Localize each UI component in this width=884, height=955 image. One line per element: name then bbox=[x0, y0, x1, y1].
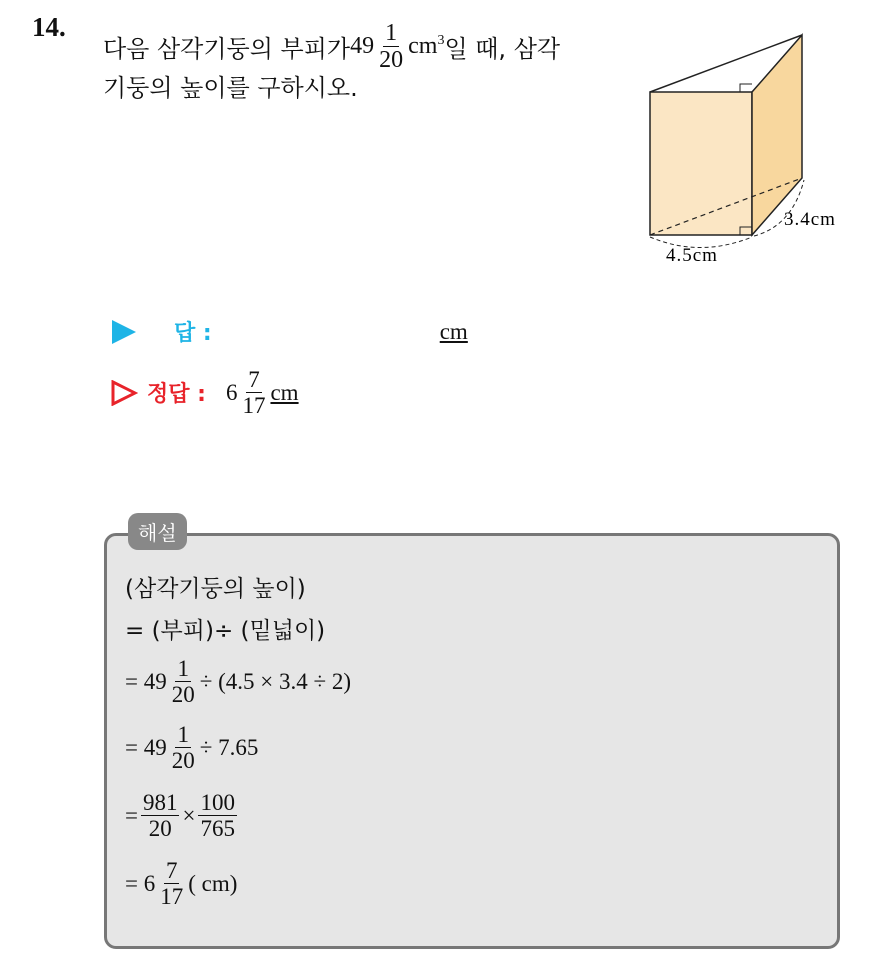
solution-line-3-pre: = 49 bbox=[125, 668, 167, 694]
volume-fraction bbox=[377, 20, 405, 74]
volume-whole: 49 bbox=[350, 33, 375, 60]
prism-diagram bbox=[640, 30, 870, 270]
solution-line-6 bbox=[125, 858, 237, 910]
solution-line-5-pre: = bbox=[125, 802, 138, 828]
solution-line-5-denominator-1: 20 bbox=[148, 816, 172, 842]
correct-answer-unit: cm bbox=[270, 379, 299, 405]
question-number: 14. bbox=[32, 12, 66, 42]
solution-line-5-operator: × bbox=[182, 802, 196, 828]
question-text-start: 다음 삼각기둥의 부피가 bbox=[103, 35, 351, 64]
solution-line-5-fraction-1 bbox=[141, 790, 180, 842]
solution-tag: 해설 bbox=[128, 513, 187, 550]
solution-line-1 bbox=[125, 570, 306, 603]
play-triangle-icon bbox=[110, 319, 138, 345]
solution-line-5-denominator-2: 765 bbox=[200, 816, 235, 842]
solution-line-6-pre: = 6 bbox=[125, 870, 156, 896]
solution-line-5 bbox=[125, 790, 240, 842]
solution-line-6-numerator: 7 bbox=[165, 858, 178, 883]
prism-figure bbox=[640, 30, 870, 274]
question-line-2: 기둥의 높이를 구하시오. bbox=[103, 74, 358, 102]
outline-triangle-icon bbox=[110, 380, 138, 406]
question-text-end: 일 때, 삼각 bbox=[444, 35, 561, 64]
correct-answer-numerator: 7 bbox=[248, 367, 260, 392]
volume-unit: $cm^3$ bbox=[408, 33, 445, 60]
volume-denominator: 20 bbox=[379, 47, 404, 74]
correct-answer-whole: 6 bbox=[225, 379, 238, 405]
correct-answer-row bbox=[110, 367, 299, 419]
solution-line-6-post: ( cm) bbox=[188, 870, 238, 896]
solution-line-2 bbox=[125, 612, 325, 645]
solution-line-2-a: = (부피) bbox=[125, 618, 214, 644]
solution-line-4-pre: = 49 bbox=[125, 734, 167, 760]
solution-line-4-denominator: 20 bbox=[171, 748, 195, 774]
correct-answer-label: 정답 : bbox=[147, 382, 206, 408]
solution-line-4 bbox=[125, 722, 258, 774]
solution-line-3-denominator: 20 bbox=[171, 682, 195, 708]
solution-line-4-fraction bbox=[170, 722, 197, 774]
solution-line-3-numerator: 1 bbox=[177, 656, 189, 681]
solution-line-3 bbox=[125, 656, 351, 708]
solution-line-6-denominator: 17 bbox=[160, 884, 184, 910]
answer-label: 답 : bbox=[174, 321, 212, 346]
question-line-1 bbox=[103, 20, 560, 74]
volume-exponent: 3 bbox=[437, 33, 445, 49]
answer-unit: cm bbox=[439, 318, 468, 344]
solution-line-4-post: ÷ 7.65 bbox=[199, 734, 259, 760]
right-angle-mark-top bbox=[740, 84, 752, 92]
depth-length-label: 3.4cm bbox=[784, 209, 836, 230]
solution-line-2-b: ÷ (밑넓이) bbox=[213, 618, 326, 644]
answer-row bbox=[110, 316, 468, 347]
solution-line-5-fraction-2 bbox=[198, 790, 237, 842]
correct-answer-denominator: 17 bbox=[242, 393, 266, 419]
prism-front-face bbox=[650, 92, 752, 235]
solution-line-6-fraction bbox=[158, 858, 185, 910]
solution-line-5-numerator-1: 981 bbox=[142, 790, 178, 815]
solution-line-3-post: ÷ (4.5 × 3.4 ÷ 2) bbox=[199, 668, 352, 694]
volume-numerator: 1 bbox=[385, 20, 398, 46]
solution-line-4-numerator: 1 bbox=[177, 722, 189, 747]
solution-line-3-fraction bbox=[170, 656, 197, 708]
correct-answer-fraction bbox=[240, 367, 267, 419]
solution-line-5-numerator-2: 100 bbox=[200, 790, 235, 815]
solution-line-1-text: (삼각기둥의 높이) bbox=[125, 576, 306, 602]
base-length-label: 4.5cm bbox=[666, 245, 718, 266]
